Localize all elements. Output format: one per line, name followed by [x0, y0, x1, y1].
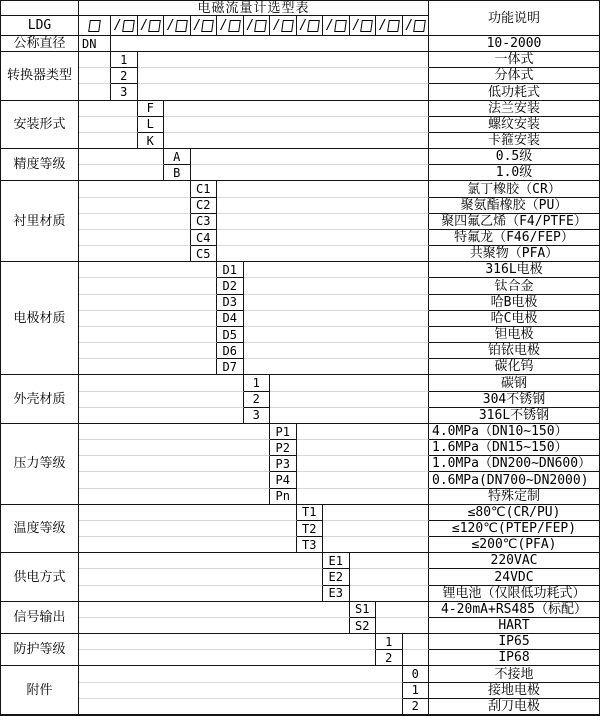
category-label: 安装形式: [1, 101, 79, 150]
category-label: 公称直径: [1, 36, 79, 52]
description-cell: 聚氨酯橡胶（PU）: [429, 198, 599, 214]
spacer-cell: [403, 650, 430, 666]
code-cell: T1: [297, 505, 324, 521]
code-cell: 1: [403, 683, 430, 699]
slash-separator: /: [113, 18, 122, 33]
spacer-cell: [350, 569, 430, 585]
description-cell: 316L不锈钢: [429, 408, 599, 424]
spacer-cell: [79, 683, 403, 699]
option-box-icon: [387, 20, 400, 32]
option-box-icon: [88, 20, 101, 32]
option-box-icon: [175, 20, 188, 32]
spacer-cell: [79, 392, 244, 408]
option-box-icon: [254, 20, 267, 32]
spacer-cell: [191, 149, 430, 165]
spacer-cell: [79, 262, 217, 278]
spacer-cell: [217, 181, 429, 197]
spacer-cell: [79, 117, 138, 133]
description-cell: 钛合金: [429, 278, 599, 294]
code-cell: D1: [217, 262, 244, 278]
category-label: 信号输出: [1, 602, 79, 634]
spacer-cell: [79, 181, 191, 197]
description-cell: 不接地: [429, 666, 599, 682]
code-cell: Pn: [270, 489, 297, 505]
spacer-cell: [79, 440, 270, 456]
code-cell: D6: [217, 343, 244, 359]
spacer-cell: [217, 198, 429, 214]
category-label: 温度等级: [1, 505, 79, 554]
slash-separator: /: [378, 18, 387, 33]
code-cell: DN: [79, 36, 111, 52]
spacer-cell: [79, 375, 244, 391]
spacer-cell: [270, 392, 429, 408]
spacer-cell: [79, 569, 323, 585]
description-cell: 氯丁橡胶（CR）: [429, 181, 599, 197]
spacer-cell: [79, 699, 403, 715]
spacer-cell: [79, 133, 138, 149]
description-cell: 220VAC: [429, 553, 599, 569]
slash-separator: /: [219, 18, 228, 33]
spacer-cell: [164, 101, 429, 117]
option-box-icon: [228, 20, 241, 32]
spacer-cell: [217, 246, 429, 262]
description-cell: 共聚物（PFA）: [429, 246, 599, 262]
slash-separator: /: [325, 18, 334, 33]
description-cell: 24VDC: [429, 569, 599, 585]
spacer-cell: [79, 456, 270, 472]
spacer-cell: [297, 440, 430, 456]
code-cell: D7: [217, 359, 244, 375]
description-cell: 4.0MPa（DN10~150）: [429, 424, 599, 440]
code-cell: E3: [323, 586, 350, 602]
code-cell: C3: [191, 214, 218, 230]
description-cell: IP65: [429, 634, 599, 650]
spacer-cell: [79, 68, 111, 84]
category-label: 衬里材质: [1, 181, 79, 262]
description-cell: 碳化钨: [429, 359, 599, 375]
description-cell: 接地电极: [429, 683, 599, 699]
slash-separator: /: [166, 18, 175, 33]
category-label: 压力等级: [1, 424, 79, 505]
slash-separator: /: [140, 18, 149, 33]
code-box-cell: [270, 16, 297, 36]
code-cell: 3: [111, 84, 138, 100]
spacer-cell: [79, 246, 191, 262]
code-cell: E2: [323, 569, 350, 585]
code-cell: D5: [217, 327, 244, 343]
description-cell: 10-2000: [429, 36, 599, 52]
description-cell: 铂铱电极: [429, 343, 599, 359]
slash-separator: /: [299, 18, 308, 33]
code-cell: P2: [270, 440, 297, 456]
spacer-cell: [350, 553, 430, 569]
spacer-cell: [79, 359, 217, 375]
code-cell: 2: [403, 699, 430, 715]
spacer-cell: [244, 359, 430, 375]
option-box-icon: [122, 20, 135, 32]
code-cell: 1: [111, 52, 138, 68]
code-cell: C2: [191, 198, 218, 214]
code-cell: F: [138, 101, 165, 117]
description-cell: 一体式: [429, 52, 599, 68]
table-title: 电磁流量计选型表: [79, 1, 429, 16]
spacer-cell: [244, 343, 430, 359]
code-cell: T2: [297, 521, 324, 537]
spacer-cell: [403, 634, 430, 650]
option-box-icon: [413, 20, 426, 32]
category-label: 外壳材质: [1, 375, 79, 424]
description-cell: 螺纹安装: [429, 117, 599, 133]
code-cell: 1: [376, 634, 403, 650]
function-column-header: 功能说明: [429, 1, 599, 36]
description-cell: 1.0MPa（DN200~DN600）: [429, 456, 599, 472]
spacer-cell: [79, 650, 376, 666]
code-cell: P4: [270, 472, 297, 488]
spacer-cell: [297, 489, 430, 505]
description-cell: 钽电极: [429, 327, 599, 343]
description-cell: 304不锈钢: [429, 392, 599, 408]
code-cell: C1: [191, 181, 218, 197]
code-box-cell: [350, 16, 377, 36]
spacer-cell: [79, 472, 270, 488]
option-box-icon: [281, 20, 294, 32]
spacer-cell: [79, 553, 323, 569]
spacer-cell: [138, 84, 430, 100]
spacer-cell: [244, 311, 430, 327]
code-cell: L: [138, 117, 165, 133]
spacer-cell: [244, 295, 430, 311]
spacer-cell: [217, 230, 429, 246]
category-label: 电极材质: [1, 262, 79, 375]
spacer-cell: [79, 634, 376, 650]
code-cell: C4: [191, 230, 218, 246]
spacer-cell: [79, 666, 403, 682]
model-prefix-cell: LDG: [1, 16, 79, 36]
code-cell: B: [164, 165, 191, 181]
description-cell: 4-20mA+RS485（标配）: [429, 602, 599, 618]
description-cell: ≤200℃(PFA): [429, 537, 599, 553]
code-box-cell: [403, 16, 430, 36]
spacer-cell: [79, 52, 111, 68]
spacer-cell: [79, 521, 297, 537]
spacer-cell: [79, 537, 297, 553]
description-cell: 锂电池（仅限低功耗式）: [429, 586, 599, 602]
spacer-cell: [297, 424, 430, 440]
spacer-cell: [217, 214, 429, 230]
description-cell: 哈B电极: [429, 295, 599, 311]
description-cell: ≤120℃(PTEP/FEP): [429, 521, 599, 537]
slash-separator: /: [272, 18, 281, 33]
code-cell: 1: [244, 375, 271, 391]
spacer-cell: [79, 505, 297, 521]
spacer-cell: [244, 278, 430, 294]
option-box-icon: [148, 20, 161, 32]
spacer-cell: [138, 68, 430, 84]
spacer-cell: [79, 230, 191, 246]
option-box-icon: [334, 20, 347, 32]
spacer-cell: [79, 408, 244, 424]
spacer-cell: [79, 424, 270, 440]
description-cell: 1.6MPa（DN15~150）: [429, 440, 599, 456]
description-cell: 低功耗式: [429, 84, 599, 100]
description-cell: 特氟龙（F46/FEP）: [429, 230, 599, 246]
option-box-icon: [201, 20, 214, 32]
slash-separator: /: [193, 18, 202, 33]
code-cell: 0: [403, 666, 430, 682]
spacer-cell: [270, 375, 429, 391]
spacer-cell: [79, 586, 323, 602]
code-box-cell: [323, 16, 350, 36]
description-cell: 0.5级: [429, 149, 599, 165]
description-cell: 特殊定制: [429, 489, 599, 505]
spacer-cell: [323, 521, 429, 537]
spacer-cell: [79, 602, 350, 618]
slash-separator: /: [405, 18, 414, 33]
code-cell: D4: [217, 311, 244, 327]
code-cell: 3: [244, 408, 271, 424]
code-box-cell: [297, 16, 324, 36]
spacer-cell: [111, 36, 429, 52]
spacer-cell: [79, 311, 217, 327]
spacer-cell: [323, 505, 429, 521]
spacer-cell: [79, 278, 217, 294]
code-cell: 2: [244, 392, 271, 408]
code-box-cell: [244, 16, 271, 36]
code-cell: K: [138, 133, 165, 149]
spacer-cell: [297, 472, 430, 488]
spacer-cell: [164, 133, 429, 149]
slash-separator: /: [246, 18, 255, 33]
spacer-cell: [79, 343, 217, 359]
code-cell: A: [164, 149, 191, 165]
code-box-cell: [79, 16, 111, 36]
code-cell: P1: [270, 424, 297, 440]
description-cell: 0.6MPa(DN700~DN2000): [429, 472, 599, 488]
spacer-cell: [79, 84, 111, 100]
code-box-cell: [111, 16, 138, 36]
code-cell: C5: [191, 246, 218, 262]
spacer-cell: [270, 408, 429, 424]
spacer-cell: [79, 101, 138, 117]
category-label: 精度等级: [1, 149, 79, 181]
spacer-cell: [79, 198, 191, 214]
description-cell: 刮刀电极: [429, 699, 599, 715]
code-box-cell: [376, 16, 403, 36]
code-box-cell: [138, 16, 165, 36]
code-box-cell: [164, 16, 191, 36]
spacer-cell: [244, 327, 430, 343]
code-cell: T3: [297, 537, 324, 553]
spacer-cell: [297, 456, 430, 472]
description-cell: 哈C电极: [429, 311, 599, 327]
spacer-cell: [79, 489, 270, 505]
option-box-icon: [360, 20, 373, 32]
description-cell: HART: [429, 618, 599, 634]
code-box-cell: [191, 16, 218, 36]
spacer-cell: [79, 149, 164, 165]
code-cell: D2: [217, 278, 244, 294]
spacer-cell: [350, 586, 430, 602]
spacer-cell: [79, 295, 217, 311]
option-box-icon: [307, 20, 320, 32]
description-cell: 316L电极: [429, 262, 599, 278]
spacer-cell: [376, 602, 429, 618]
code-cell: E1: [323, 553, 350, 569]
spacer-cell: [376, 618, 429, 634]
code-cell: S1: [350, 602, 377, 618]
description-cell: 法兰安装: [429, 101, 599, 117]
spacer-cell: [79, 165, 164, 181]
spacer-cell: [164, 117, 429, 133]
code-cell: D3: [217, 295, 244, 311]
spacer-cell: [191, 165, 430, 181]
code-cell: 2: [376, 650, 403, 666]
category-label: 转换器类型: [1, 52, 79, 101]
code-cell: S2: [350, 618, 377, 634]
spacer-cell: [79, 327, 217, 343]
spacer-cell: [79, 214, 191, 230]
description-cell: 聚四氟乙烯（F4/PTFE）: [429, 214, 599, 230]
spacer-cell: [79, 618, 350, 634]
code-box-cell: [217, 16, 244, 36]
code-cell: 2: [111, 68, 138, 84]
description-cell: IP68: [429, 650, 599, 666]
category-label: 供电方式: [1, 553, 79, 602]
description-cell: ≤80℃(CR/PU): [429, 505, 599, 521]
category-label: 防护等级: [1, 634, 79, 666]
code-cell: P3: [270, 456, 297, 472]
spacer-cell: [138, 52, 430, 68]
category-label: 附件: [1, 666, 79, 715]
corner-cell: [1, 1, 79, 16]
slash-separator: /: [352, 18, 361, 33]
description-cell: 碳钢: [429, 375, 599, 391]
description-cell: 1.0级: [429, 165, 599, 181]
spacer-cell: [323, 537, 429, 553]
spacer-cell: [244, 262, 430, 278]
description-cell: 分体式: [429, 68, 599, 84]
description-cell: 卡箍安装: [429, 133, 599, 149]
